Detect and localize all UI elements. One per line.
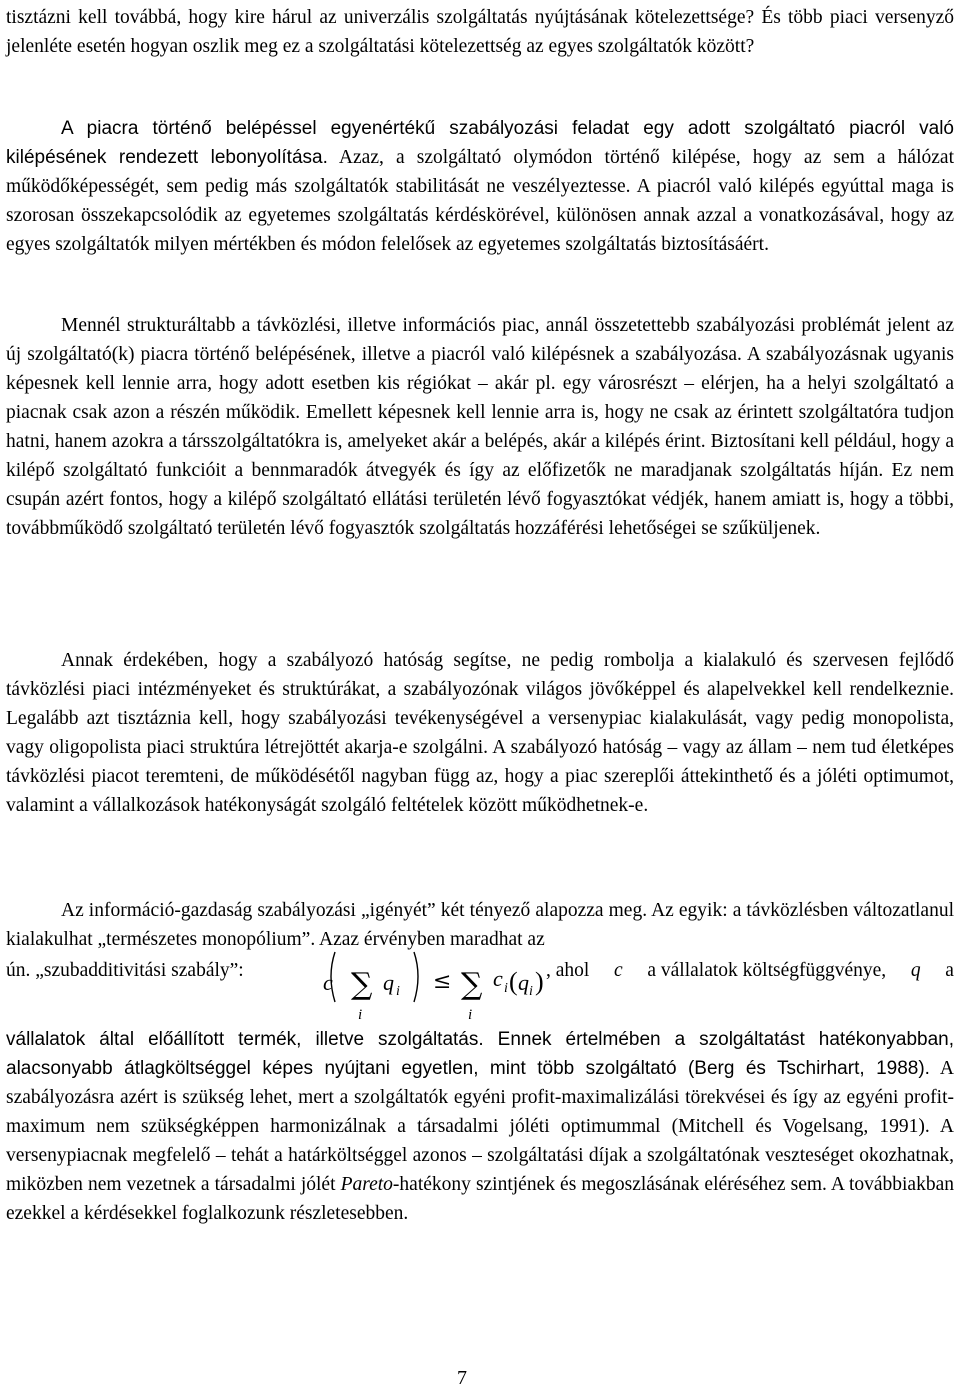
formula-sum-index-left: i (358, 1007, 363, 1023)
paragraph-5-rest-text: A szabályozásra azért is szükség lehet, mert a szolgáltatók egyéni profit-maximalizálási törekvései és így az egyéni profit-maximum nem szükségképpen harmonizálnak a társadalmi jóléti optimummal (Mitchell és Vogelsang, 1991). A versenypiacnak megfelelő – tehát a határköltséggel azonos – szolgáltatási díjak a szolgáltatónak veszteséget okozhatnak, miközben nem vezetnek a társadalmi jólét (6, 1058, 954, 1195)
formula-c-left: c (323, 970, 333, 995)
formula-lparen: ( (509, 967, 518, 996)
paragraph-4-text: Annak érdekében, hogy a szabályozó hatóság segítse, ne pedig rombolja a kialakuló és szervesen fejlődő távközlési piaci intézményeket és struktúrákat, a szabályozónak világos jövőképpel és alapelvekkel kell rendelkeznie. Legalább azt tisztáznia kell, hogy szabályozási tevékenységével a versenypiac kialakulását, vagy pedig monopolista, vagy oligopolista piaci struktúra létrejöttét akarja-e szolgálni. A szabályozó hatóság – vagy az állam – nem tud életképes távközlési piacot teremteni, de működésétől nagyban függ az, hogy a piac szereplői áttekinthető és a jóléti optimumot, valamint a vállalkozások hatékonyságát szolgáló feltételek között működhetnek-e. (6, 650, 954, 816)
formula-rparen: ) (535, 967, 544, 996)
pareto-italic: Pareto (340, 1174, 393, 1195)
paragraph-1-text: tisztázni kell továbbá, hogy kire hárul az univerzális szolgáltatás nyújtásának kötelezettsége? És több piaci versenyző jelenléte esetén hogyan oszlik meg ez a szolgáltatási kötelezettség az egyes szolgáltatók között? (6, 7, 954, 57)
formula-suffix-middle: a vállalatok költségfüggvénye, (647, 960, 887, 981)
paragraph-4 (6, 646, 954, 820)
paragraph-5-rest-sentence-1: vállalatok által előállított termék, illetve szolgáltatás. Ennek értelmében a szolgáltatást hatékonyabban, alacsonyabb átlagköltséggel képes nyújtani egyetlen, mint több szolgáltató (Berg és Tschirhart, 1988). (6, 1029, 954, 1079)
paragraph-2-sentence-1: A piacra történő belépéssel egyenértékű szabályozási feladat egy adott szolgáltató piacról való kilépésének rendezett lebonyolítása. (6, 118, 954, 168)
paragraph-5-rest (6, 1025, 954, 1228)
paragraph-2 (6, 114, 954, 259)
page-number: 7 (457, 1367, 467, 1389)
formula-sum-right: ∑ (461, 967, 483, 1002)
formula-suffix-c: c (614, 960, 623, 981)
formula-suffix-ahol: , ahol (546, 960, 590, 981)
formula-q-right: q (518, 970, 529, 995)
formula-q-left: q (383, 970, 394, 995)
formula-suffix-text (546, 960, 954, 982)
paragraph-5-intro-text: Az információ-gazdaság szabályozási „igényét” két tényező alapozza meg. Az egyik: a távközlésben változatlanul kialakulhat „természetes monopólium”. Azaz érvényben maradhat az (6, 900, 954, 950)
formula-sum-left: ∑ (351, 967, 373, 1002)
formula-suffix-end: a (945, 960, 954, 981)
subadditivity-formula (321, 946, 546, 1026)
formula-sum-index-right: i (468, 1007, 473, 1023)
formula-prefix-text: ún. „szubadditivitási szabály”: (6, 960, 244, 981)
paragraph-2-text: Azaz, a szolgáltató olymódon történő kilépése, hogy az sem a hálózat működőképességét, sem pedig más szolgáltatók stabilitását ne veszélyeztesse. A piacról való kilépés egyúttal maga is szorosan összekapcsolódik az egyetemes szolgáltatás kérdéskörével, különösen annak azzal a vonatkozásával, hogy az egyes szolgáltatók milyen mértékben és módon felelősek az egyetemes szolgáltatás biztosításáért. (6, 147, 954, 255)
paragraph-5-rest-end: -hatékony szintjének és megoszlásának eléréséhez sem. A továbbiakban ezekkel a kérdésekkel foglalkozunk részletesebben. (6, 1174, 954, 1224)
formula-c-sub-right: i (504, 981, 508, 996)
formula-right-big-paren (414, 952, 418, 1002)
formula-c-right: c (493, 966, 503, 991)
subadditivity-formula-line (6, 946, 954, 1026)
paragraph-1 (6, 3, 954, 61)
formula-q-sub-right: i (529, 984, 533, 999)
formula-leq: ≤ (433, 969, 452, 994)
paragraph-3-sentence-1: Mennél strukturáltabb a távközlési, illetve információs piac, annál összetettebb szabályozási problémát jelent az új szolgáltató(k) piacra történő belépésének, illetve a piacról való kilépésnek a szabályozása. (6, 315, 954, 365)
formula-suffix-q: q (910, 960, 921, 981)
paragraph-3 (6, 311, 954, 543)
paragraph-3-text: A szabályozásnak ugyanis képesnek kell lennie arra, hogy adott esetben kis régiókat – akár pl. egy városrészt – elérjen, ha a helyi szolgáltató a piacnak csak azon a részén működik. Emellett képesnek kell lennie arra is, hogy ne csak az érintett szolgáltatóra tudjon hatni, hanem azokra a társszolgáltatókra is, amelyeket akár a belépés, akár a kilépés érint. Biztosítani kell például, hogy a kilépő szolgáltató funkcióit a bennmaradók átvegyék és így az előfizetők ne maradjanak szolgáltatás híján. Ez nem csupán azért fontos, hogy a kilépő szolgáltató ellátási területén lévő fogyasztókat védjék, hanem amiatt is, hogy a többi, továbbműködő szolgáltató területén lévő fogyasztók szolgáltatás hozzáférési lehetőségei se szűküljenek. (6, 344, 954, 539)
formula-q-sub-left: i (396, 984, 400, 999)
